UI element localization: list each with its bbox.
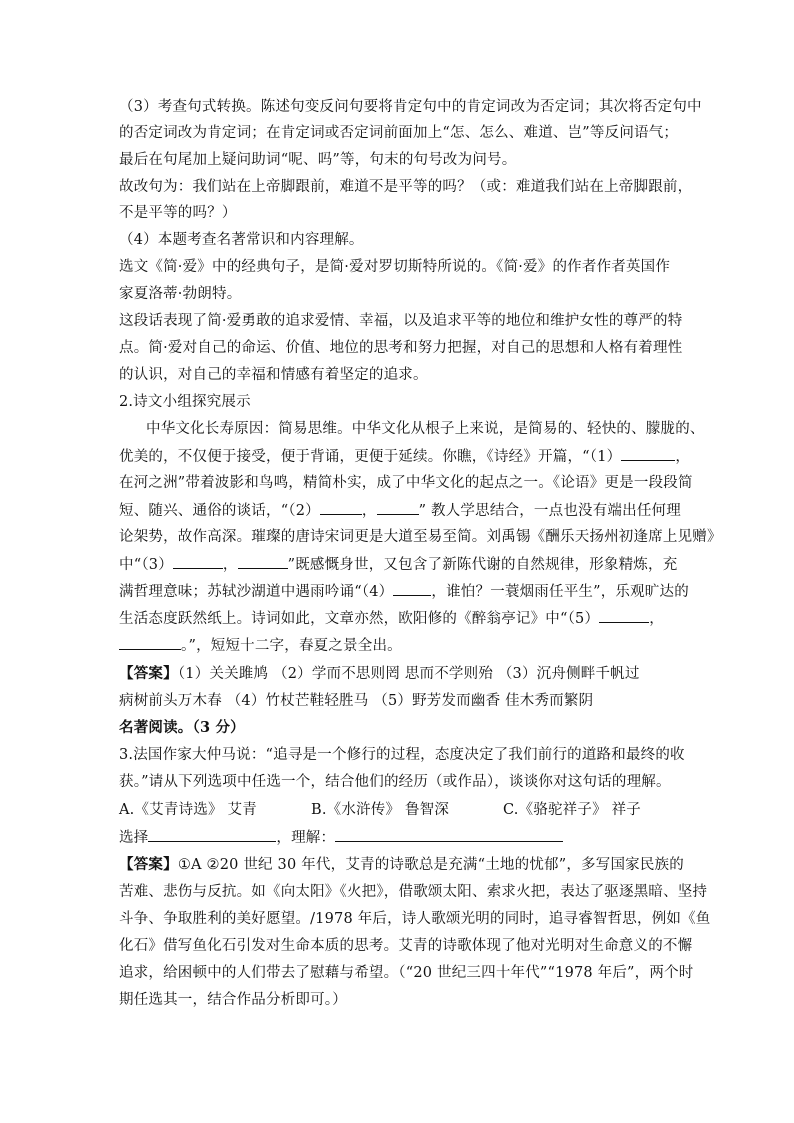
poem-passage-line-6 <box>119 554 677 575</box>
option-c: C.《骆驼祥子》 祥子 <box>503 802 641 818</box>
answer-2-line-1 <box>119 664 640 684</box>
blank-5b <box>119 635 181 650</box>
understanding-blank <box>335 827 563 842</box>
answer-3-line-1 <box>119 855 684 875</box>
option-a: A.《艾青诗选》 艾青 <box>119 802 257 818</box>
blank-3b <box>238 554 288 569</box>
q4-explanation-line-3: 家夏洛蒂·勃朗特。 <box>119 286 242 302</box>
passage-text: ， <box>675 449 691 465</box>
blank-3a <box>173 554 223 569</box>
q4-explanation-line-4: 这段话表现了简·爱勇敢的追求爱情、幸福，以及追求平等的地位和维护女性的尊严的特 <box>119 313 683 329</box>
selection-line <box>119 827 563 848</box>
selection-blank <box>148 827 276 842</box>
passage-text: 优美的，不仅便于接受，便于背诵，更便于延续。你瞧，《诗经》开篇，“（1） <box>119 449 622 465</box>
blank-5a <box>599 608 649 623</box>
passage-text: ， <box>222 557 238 573</box>
q4-explanation-line-6: 的认识，对自己的幸福和情感有着坚定的追求。 <box>119 367 428 383</box>
answer-3-line-6: 期任选其一，结合作品分析即可。） <box>119 992 347 1008</box>
answer-2-line-2: 病树前头万木春 （4）竹杖芒鞋轻胜马 （5）野芳发而幽香 佳木秀而繁阴 <box>119 693 594 709</box>
answer-label: 【答案】 <box>119 856 178 873</box>
passage-text: 。”，短短十二字，春夏之景全出。 <box>181 638 402 654</box>
passage-text: 短、随兴、通俗的谈话，“（2） <box>119 503 320 519</box>
q3-explanation-line-4: 故改句为：我们站在上帝脚跟前，难道不是平等的吗？（或：难道我们站在上帝脚跟前， <box>119 179 693 195</box>
blank-2b <box>377 500 419 515</box>
poem-passage-line-8 <box>119 608 664 629</box>
select-label: 选择 <box>119 830 149 846</box>
poem-passage-line-1: 中华文化长寿原因：简易思维。中华文化从根子上来说，是简易的、轻快的、朦胧的、 <box>146 421 705 437</box>
reading-section-title: 名著阅读。（3 分） <box>119 719 245 736</box>
q3-explanation-line-2: 的否定词改为肯定词；在肯定词或否定词前面加上“怎、怎么、难道、岂”等反问语气； <box>119 125 679 141</box>
section-2-title: 2.诗文小组探究展示 <box>119 394 251 410</box>
passage-text: ” 教人学思结合，一点也没有端出任何理 <box>418 503 681 519</box>
option-b: B.《水浒传》 鲁智深 <box>311 802 450 818</box>
q3-explanation-line-1: （3）考查句式转换。陈述句变反问句要将肯定句中的肯定词改为否定词；其次将否定句中 <box>119 99 702 115</box>
passage-text: 满哲理意味；苏轼沙湖道中遇雨吟诵“（4） <box>119 584 394 600</box>
poem-passage-line-3: 在河之洲”带着波影和鸟鸣，精简朴实，成了中华文化的起点之一。《论语》更是一段段简 <box>119 475 693 491</box>
passage-text: ， <box>649 611 664 627</box>
question-3-line-1: 3.法国作家大仲马说：“追寻是一个修行的过程，态度决定了我们前行的道路和最终的收 <box>119 747 685 763</box>
answer-text: ①A ②20 世纪 30 年代，艾青的诗歌总是充满“土地的忧郁”，多写国家民族的 <box>177 857 684 873</box>
q3-explanation-line-5: 不是平等的吗？） <box>119 205 237 221</box>
q4-explanation-line-2: 选文《简·爱》中的经典句子，是简·爱对罗切斯特所说的。《简·爱》的作者作者英国作 <box>119 259 671 275</box>
answer-3-line-3: 斗争、争取胜利的美好愿望。/1978 年后，诗人歌颂光明的同时，追寻睿智哲思，例如《鱼 <box>119 911 711 927</box>
q4-explanation-line-5: 点。简·爱对自己的命运、价值、地位的思考和努力把握，对自己的思想和人格有着理性 <box>119 340 683 356</box>
poem-passage-line-4 <box>119 500 681 521</box>
poem-passage-line-9 <box>119 635 402 656</box>
answer-3-line-5: 追求，给困顿中的人们带去了慰藉与希望。（“20 世纪三四十年代”“1978 年后”，两个时 <box>119 965 694 981</box>
q3-explanation-line-3: 最后在句尾加上疑问助词“呢、吗”等，句末的句号改为问号。 <box>119 152 517 168</box>
passage-text: ， <box>361 503 377 519</box>
poem-passage-line-5: 论架势，故作高深。璀璨的唐诗宋词更是大道至易至简。刘禹锡《酬乐天扬州初逢席上见赠》 <box>119 529 722 545</box>
passage-text: ，谁怕？一蓑烟雨任平生”，乐观旷达的 <box>431 584 689 600</box>
passage-text: ”既感慨身世，又包含了新陈代谢的自然规律，形象精炼，充 <box>287 557 678 573</box>
passage-text: 生活态度跃然纸上。诗词如此，文章亦然，欧阳修的《醉翁亭记》中“（5） <box>119 611 600 627</box>
answer-3-line-2: 苦难、悲伤与反抗。如《向太阳》《火把》，借歌颂太阳、索求火把，表达了驱逐黑暗、坚持 <box>119 884 708 900</box>
poem-passage-line-2 <box>119 446 690 467</box>
blank-4 <box>393 581 431 596</box>
blank-1 <box>621 446 675 461</box>
answer-3-line-4: 化石》借写鱼化石引发对生命本质的思考。艾青的诗歌体现了他对光明对生命意义的不懈 <box>119 938 693 954</box>
poem-passage-line-7 <box>119 581 689 602</box>
understand-label: ，理解： <box>276 830 336 846</box>
answer-label: 【答案】 <box>119 665 178 682</box>
blank-2a <box>320 500 362 515</box>
q4-explanation-line-1: （4）本题考查名著常识和内容理解。 <box>119 232 364 248</box>
question-3-line-2: 获。”请从下列选项中任选一个，结合他们的经历（或作品），谈谈你对这句话的理解。 <box>119 774 671 790</box>
passage-text: 中“（3） <box>119 557 173 573</box>
answer-text: （1）关关雎鸠 （2）学而不思则罔 思而不学则殆 （3）沉舟侧畔千帆过 <box>177 666 640 682</box>
